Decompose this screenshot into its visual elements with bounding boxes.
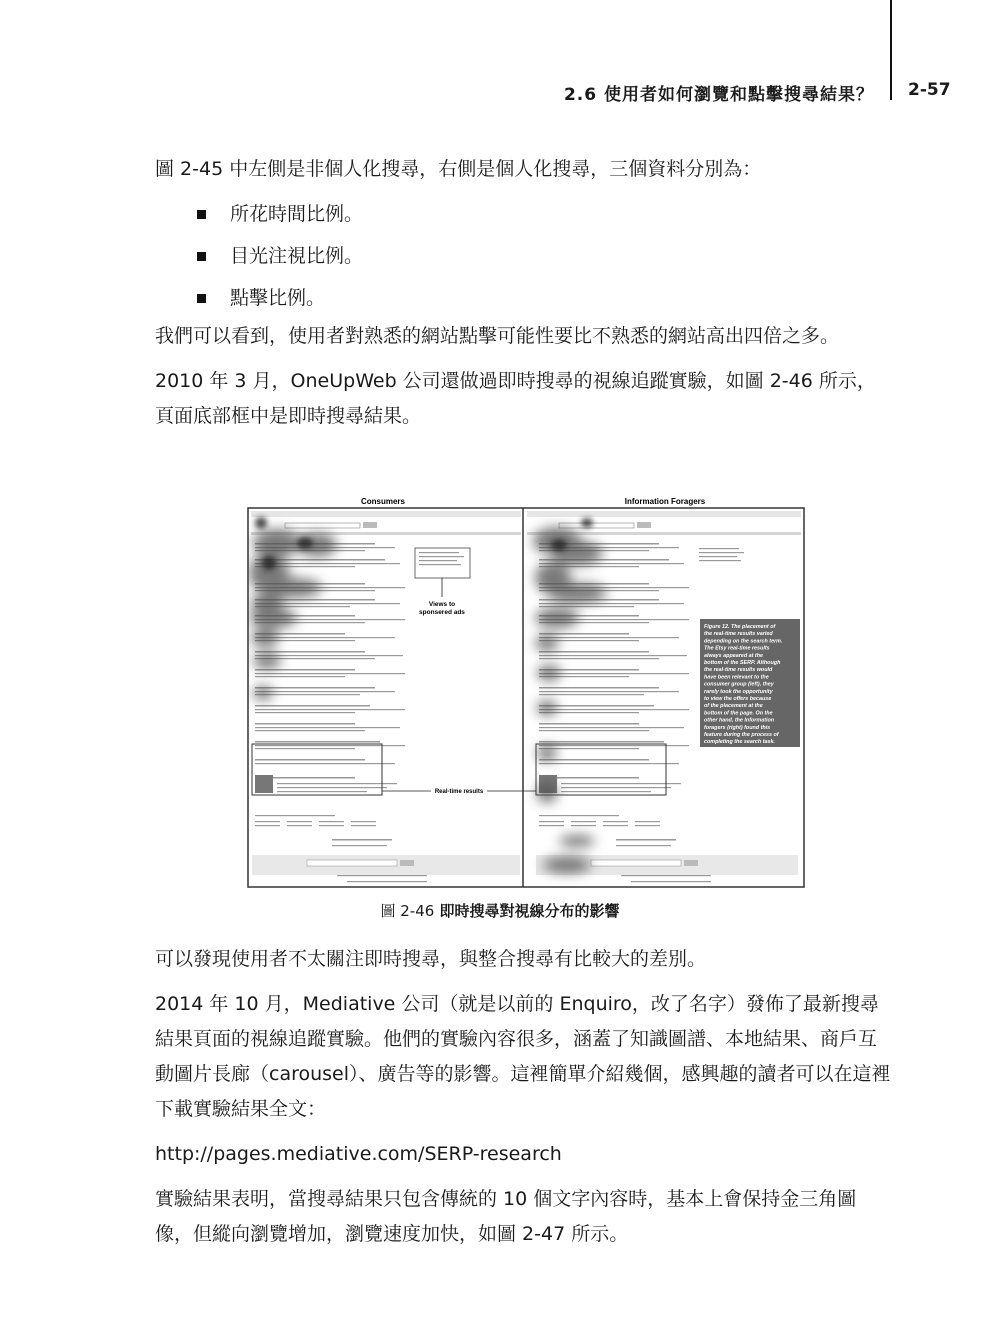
- paragraph-3: 2010 年 3 月，OneUpWeb 公司還做過即時搜尋的視線追蹤實驗，如圖 2-46 所示，頁面底部框中是即時搜尋結果。: [155, 370, 876, 427]
- figure-note-line: have been relevant to the: [704, 674, 769, 681]
- eye-tracking-figure: [247, 493, 805, 889]
- figure-caption: [0, 900, 1000, 921]
- figure-note-line: foragers (right) found this: [704, 724, 771, 731]
- figure-note-line: bottom of the SERP. Although: [704, 660, 781, 666]
- header-rule: [890, 0, 892, 100]
- figure-note-line: always appeared at the: [704, 652, 764, 659]
- url-text: http://pages.mediative.com/SERP-research: [155, 1143, 562, 1165]
- figure-note-line: bottom of the page. On the: [704, 710, 773, 717]
- figure-note-line: rarely took the opportunity: [704, 688, 773, 695]
- ads-callout-line1: Views to: [428, 601, 456, 608]
- figure-note-line: Figure 12. The placement of: [704, 624, 776, 630]
- figure-caption-text: 即時搜尋對視線分布的影響: [439, 902, 620, 920]
- figure-note-line: consumer group (left), they: [704, 681, 774, 688]
- bullet-item-1: 所花時間比例。: [155, 197, 892, 239]
- bullet-item-3: 點擊比例。: [155, 281, 892, 323]
- figure-note-line: other hand, the Information: [704, 717, 775, 724]
- figure-note-line: depending on the search term.: [704, 638, 783, 645]
- bullet-list: [155, 197, 892, 323]
- ads-callout-line2: sponsered ads: [419, 609, 465, 616]
- body-block-top: [155, 152, 892, 434]
- realtime-callout-label: Real-time results: [434, 789, 484, 795]
- figure-note-line: The Etsy real-time results: [704, 645, 770, 652]
- figure-caption-number: 圖 2-46: [380, 902, 435, 920]
- figure-note-line: the real-time results varied: [704, 631, 773, 638]
- right-panel-title: Information Foragers: [624, 497, 706, 506]
- body-block-bottom: [155, 942, 892, 1252]
- figure-note-line: completing the search task.: [704, 739, 775, 746]
- left-panel-title: Consumers: [360, 497, 406, 506]
- bullet-item-2: 目光注視比例。: [155, 239, 892, 281]
- figure-note-line: the real-time results would: [704, 667, 773, 674]
- paragraph-4: 可以發現使用者不太關注即時搜尋，與整合搜尋有比較大的差別。: [155, 948, 707, 970]
- page-number: 2-57: [908, 80, 951, 100]
- paragraph-2: 我們可以看到，使用者對熟悉的網站點擊可能性要比不熟悉的網站高出四倍之多。: [155, 325, 840, 347]
- figure-note-line: of the placement at the: [704, 703, 763, 710]
- paragraph-5: 2014 年 10 月，Mediative 公司（就是以前的 Enquiro，改了名字）發佈了最新搜尋結果頁面的視線追蹤實驗。他們的實驗內容很多，涵蓋了知識圖譜、本地結果、商戶互動圖片長廊（carousel）、廣告等的影響。這裡簡單介紹幾個，感興趣的讀者可以在這裡下載實驗結果全文：: [155, 993, 891, 1120]
- figure-note-line: feature during the process of: [704, 732, 779, 738]
- paragraph-1: 圖 2-45 中左側是非個人化搜尋，右側是個人化搜尋，三個資料分別為：: [155, 158, 762, 180]
- running-head: 2.6 使用者如何瀏覽和點擊搜尋結果？: [563, 85, 874, 105]
- paragraph-6: 實驗結果表明，當搜尋結果只包含傳統的 10 個文字內容時，基本上會保持金三角圖像，但縱向瀏覽增加，瀏覽速度加快，如圖 2-47 所示。: [155, 1188, 857, 1245]
- figure-note-line: to view the offers because: [704, 696, 772, 702]
